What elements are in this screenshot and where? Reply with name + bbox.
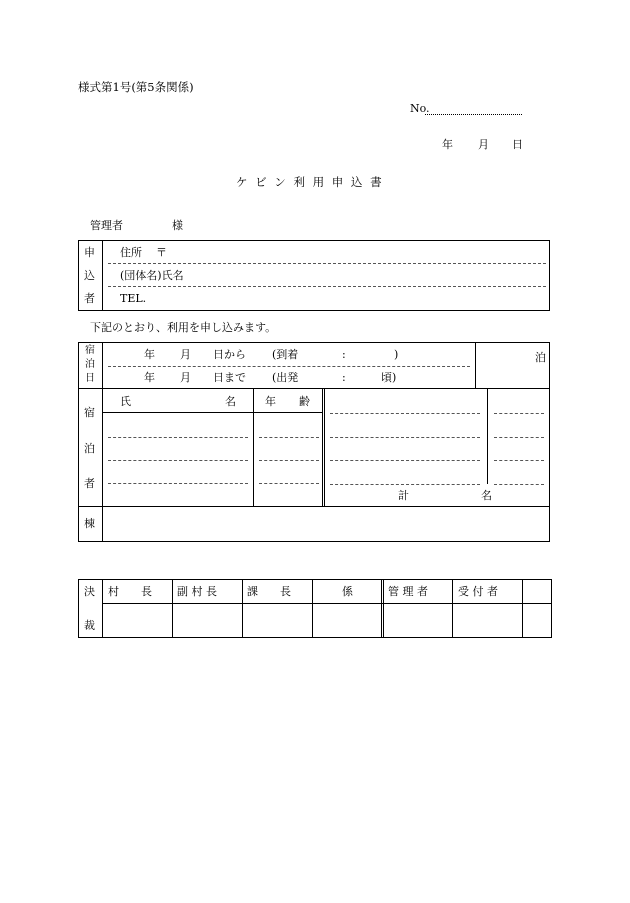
- applicant-side-2: 込: [84, 269, 95, 282]
- guests-side-3: 者: [84, 477, 95, 490]
- document-number-line: [425, 114, 522, 115]
- addressee-label: 管理者: [90, 219, 123, 232]
- approval-header-staff: 係: [342, 585, 353, 598]
- application-note: 下記のとおり、利用を申し込みます。: [90, 321, 277, 334]
- document-number-label: No.: [410, 102, 430, 115]
- form-number: 様式第1号(第5条関係): [78, 80, 194, 94]
- page-title: ケ ビ ン 利 用 申 込 書: [236, 175, 384, 189]
- approval-header-manager: 管 理 者: [388, 585, 428, 598]
- approval-header-village-head: 村 長: [108, 585, 152, 598]
- stay-departure-close: 頃): [381, 371, 397, 384]
- approval-side-2: 裁: [84, 619, 95, 632]
- stay-side-2: 泊: [85, 359, 95, 370]
- guests-double-divider: [322, 388, 325, 506]
- total-unit: 名: [481, 489, 492, 502]
- guests-side-1: 宿: [84, 406, 95, 419]
- stay-nights-label: 泊: [535, 351, 546, 364]
- age-header-second: 齢: [299, 395, 310, 408]
- stay-departure-colon: :: [342, 371, 346, 384]
- stay-from-year: 年: [144, 348, 155, 361]
- applicant-side-3: 者: [84, 292, 95, 305]
- address-label: 住所: [120, 246, 142, 259]
- applicant-side-1: 申: [84, 246, 95, 259]
- total-label: 計: [398, 489, 409, 502]
- stay-to-month: 月: [180, 371, 191, 384]
- stay-arrival-close: ): [394, 348, 399, 361]
- stay-divider-line: [108, 366, 470, 367]
- date-year: 年: [442, 138, 453, 151]
- stay-arrival-colon: :: [342, 348, 346, 361]
- stay-from-day: 日から: [213, 348, 246, 361]
- stay-arrival-label: (到着: [272, 348, 299, 361]
- date-day: 日: [512, 138, 523, 151]
- stay-to-day: 日まで: [213, 371, 246, 384]
- addressee-suffix: 様: [172, 219, 183, 232]
- stay-departure-label: (出発: [272, 371, 299, 384]
- tel-label: TEL.: [120, 292, 147, 305]
- stay-side-1: 宿: [85, 345, 95, 356]
- approval-side-1: 決: [84, 585, 95, 598]
- guests-side-2: 泊: [84, 442, 95, 455]
- approval-header-section-chief: 課 長: [247, 585, 291, 598]
- age-header-first: 年: [265, 395, 276, 408]
- stay-side-3: 日: [85, 373, 95, 384]
- approval-header-receptionist: 受 付 者: [458, 585, 498, 598]
- name-header-first: 氏: [120, 395, 131, 408]
- name-label: (団体名)氏名: [120, 269, 184, 282]
- postal-mark: 〒: [156, 246, 167, 259]
- date-month: 月: [478, 138, 489, 151]
- name-header-second: 名: [225, 395, 236, 408]
- approval-header-deputy: 副 村 長: [177, 585, 217, 598]
- name-line: [108, 286, 546, 287]
- stay-to-year: 年: [144, 371, 155, 384]
- address-line: [108, 263, 546, 264]
- stay-from-month: 月: [180, 348, 191, 361]
- cabin-label: 棟: [84, 517, 95, 530]
